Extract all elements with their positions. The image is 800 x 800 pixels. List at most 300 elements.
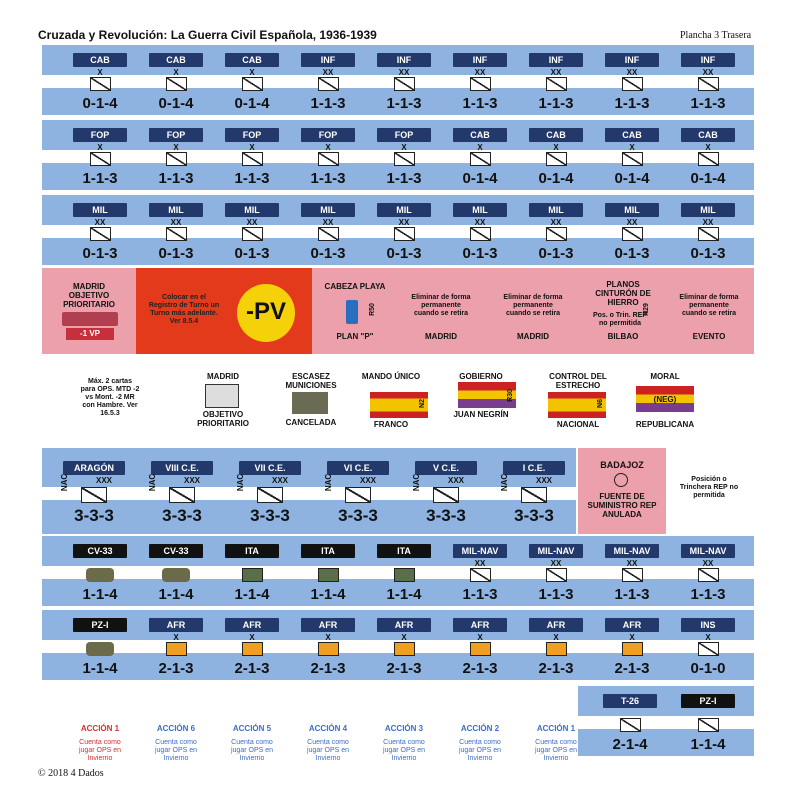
counter bbox=[290, 541, 366, 605]
afr-unit-icon bbox=[242, 642, 263, 656]
madrid-gate-icon bbox=[62, 312, 118, 326]
unit-type-label: MIL bbox=[149, 203, 203, 217]
cabeza-title: CABEZA PLAYA bbox=[324, 282, 386, 291]
unit-values: 0-1-4 bbox=[614, 170, 650, 187]
unit-symbol-icon bbox=[166, 227, 187, 241]
corps-side: NAC bbox=[60, 473, 70, 492]
counter bbox=[62, 615, 138, 679]
counter bbox=[62, 200, 138, 264]
elim1-city: MADRID bbox=[425, 332, 457, 341]
elim3: Eliminar de forma permanente cuando se retira bbox=[679, 294, 739, 317]
counter bbox=[290, 200, 366, 264]
unit-symbol-icon bbox=[470, 152, 491, 166]
unit-type-label: INF bbox=[681, 53, 735, 67]
unit-values: 2-1-3 bbox=[158, 660, 194, 677]
ita-unit-icon bbox=[242, 568, 263, 582]
unit-symbol-icon bbox=[546, 152, 567, 166]
unit-values: 0-1-3 bbox=[386, 245, 422, 262]
moral: MORAL bbox=[650, 372, 680, 381]
unit-values: 0-1-3 bbox=[462, 245, 498, 262]
escasez: ESCASEZ MUNICIONES bbox=[285, 372, 337, 390]
counter bbox=[594, 200, 670, 264]
unit-size: XX bbox=[550, 68, 562, 77]
unit-size: XX bbox=[94, 218, 106, 227]
neg: (NEG) bbox=[653, 395, 677, 404]
unit-type-label: MIL bbox=[225, 203, 279, 217]
action-text: Cuenta como jugar OPS en Invierno bbox=[154, 739, 198, 762]
action-card bbox=[290, 724, 366, 763]
cancelada: CANCELADA bbox=[285, 418, 337, 427]
posicion-text: Posición o Trinchera REP no permitida bbox=[679, 476, 739, 499]
counter bbox=[518, 615, 594, 679]
unit-type-label: ITA bbox=[225, 544, 279, 558]
action-text: Cuenta como jugar OPS en Invierno bbox=[306, 739, 350, 762]
planos: PLANOS CINTURÓN DE HIERRO bbox=[595, 280, 651, 307]
unit-symbol-icon bbox=[470, 568, 491, 582]
action-text: Cuenta como jugar OPS en Invierno bbox=[78, 739, 122, 762]
franco: FRANCO bbox=[373, 420, 409, 429]
badajoz-sub: FUENTE DE SUMINISTRO REP ANULADA bbox=[587, 492, 657, 519]
unit-size: X bbox=[249, 633, 255, 642]
corps-name: V C.E. bbox=[415, 461, 477, 475]
unit-type-label: AFR bbox=[529, 618, 583, 632]
unit-symbol-icon bbox=[698, 152, 719, 166]
unit-type-label: CAB bbox=[73, 53, 127, 67]
plan-p: PLAN "P" bbox=[336, 332, 374, 341]
unit-type-label: ITA bbox=[301, 544, 355, 558]
unit-values: 0-1-4 bbox=[82, 95, 118, 112]
unit-symbol-icon bbox=[394, 152, 415, 166]
unit-size: XX bbox=[398, 218, 410, 227]
unit-values: 1-1-3 bbox=[538, 95, 574, 112]
corps-unit-icon bbox=[521, 487, 547, 503]
unit-size: X bbox=[173, 143, 179, 152]
counter bbox=[366, 50, 442, 114]
unit-values: 0-1-4 bbox=[158, 95, 194, 112]
unit-type-label: INF bbox=[605, 53, 659, 67]
sheet-label: Plancha 3 Trasera bbox=[680, 30, 752, 41]
unit-size: XX bbox=[702, 218, 714, 227]
unit-symbol-icon bbox=[622, 227, 643, 241]
counter bbox=[442, 615, 518, 679]
republicana: REPUBLICANA bbox=[635, 420, 695, 429]
unit-type-label: ITA bbox=[377, 544, 431, 558]
unit-values: 2-1-3 bbox=[234, 660, 270, 677]
counter bbox=[670, 691, 746, 755]
unit-type-label: MIL-NAV bbox=[605, 544, 659, 558]
unit-symbol-icon bbox=[318, 227, 339, 241]
action-card bbox=[366, 724, 442, 763]
unit-symbol-icon bbox=[318, 152, 339, 166]
action-text: Cuenta como jugar OPS en Invierno bbox=[534, 739, 578, 762]
corps-side: NAC bbox=[236, 473, 246, 492]
corps-values: 3-3-3 bbox=[250, 506, 290, 525]
unit-values: 0-1-3 bbox=[310, 245, 346, 262]
unit-symbol-icon bbox=[698, 568, 719, 582]
chit-madrid-sub: OBJETIVO PRIORITARIO bbox=[197, 410, 249, 428]
unit-values: 1-1-3 bbox=[690, 95, 726, 112]
unit-symbol-icon bbox=[166, 152, 187, 166]
unit-values: 1-1-3 bbox=[462, 95, 498, 112]
corps-side: NAC bbox=[500, 473, 510, 492]
unit-symbol-icon bbox=[90, 77, 111, 91]
unit-type-label: T-26 bbox=[603, 694, 657, 708]
badajoz-title: BADAJOZ bbox=[600, 460, 644, 470]
unit-symbol-icon bbox=[546, 227, 567, 241]
unit-size: X bbox=[553, 143, 559, 152]
unit-type-label: MIL-NAV bbox=[529, 544, 583, 558]
ita-unit-icon bbox=[318, 568, 339, 582]
unit-size: X bbox=[477, 633, 483, 642]
madrid-vp: -1 VP bbox=[66, 328, 114, 340]
unit-size: XX bbox=[246, 218, 258, 227]
unit-size: XX bbox=[626, 218, 638, 227]
unit-type-label: MIL-NAV bbox=[453, 544, 507, 558]
elim2-city: MADRID bbox=[517, 332, 549, 341]
unit-values: 1-1-4 bbox=[82, 586, 118, 603]
unit-size: X bbox=[705, 143, 711, 152]
unit-type-label: AFR bbox=[453, 618, 507, 632]
sheet-title: Cruzada y Revolución: La Guerra Civil Española, 1936-1939 bbox=[38, 28, 377, 42]
counter bbox=[594, 50, 670, 114]
unit-size: X bbox=[325, 633, 331, 642]
n6: N6 bbox=[596, 399, 604, 408]
nacional: NACIONAL bbox=[556, 420, 600, 429]
unit-size: X bbox=[629, 143, 635, 152]
unit-values: 2-1-3 bbox=[614, 660, 650, 677]
action-label: ACCIÓN 4 bbox=[308, 724, 348, 733]
unit-size: XX bbox=[626, 68, 638, 77]
counter bbox=[138, 125, 214, 189]
unit-values: 1-1-4 bbox=[234, 586, 270, 603]
action-label: ACCIÓN 6 bbox=[156, 724, 196, 733]
counter bbox=[518, 200, 594, 264]
corps-values: 3-3-3 bbox=[74, 506, 114, 525]
unit-symbol-icon bbox=[620, 718, 641, 732]
corps-size: XXX bbox=[535, 476, 552, 485]
corps-counter bbox=[492, 458, 576, 526]
badajoz-icon bbox=[614, 473, 628, 487]
action-card bbox=[442, 724, 518, 763]
corps-size: XXX bbox=[95, 476, 112, 485]
counter bbox=[594, 125, 670, 189]
unit-values: 0-1-3 bbox=[614, 245, 650, 262]
gobierno: GOBIERNO bbox=[459, 372, 503, 381]
unit-symbol-icon bbox=[90, 152, 111, 166]
unit-type-label: MIL bbox=[377, 203, 431, 217]
counter bbox=[62, 125, 138, 189]
ita-unit-icon bbox=[394, 568, 415, 582]
unit-type-label: AFR bbox=[377, 618, 431, 632]
counter bbox=[442, 541, 518, 605]
n29: N29 bbox=[642, 303, 650, 316]
unit-type-label: PZ-I bbox=[73, 618, 127, 632]
unit-size: XX bbox=[702, 68, 714, 77]
unit-values: 2-1-3 bbox=[462, 660, 498, 677]
unit-values: 0-1-3 bbox=[234, 245, 270, 262]
unit-values: 0-1-3 bbox=[82, 245, 118, 262]
unit-type-label: FOP bbox=[225, 128, 279, 142]
corps-counter bbox=[140, 458, 224, 526]
counter bbox=[138, 200, 214, 264]
unit-type-label: MIL-NAV bbox=[681, 544, 735, 558]
corps-counter bbox=[404, 458, 488, 526]
r50: R50 bbox=[368, 303, 376, 316]
unit-size: XX bbox=[398, 68, 410, 77]
counter bbox=[594, 541, 670, 605]
unit-values: 0-1-3 bbox=[538, 245, 574, 262]
corps-size: XXX bbox=[271, 476, 288, 485]
afr-unit-icon bbox=[470, 642, 491, 656]
unit-type-label: FOP bbox=[149, 128, 203, 142]
unit-type-label: AFR bbox=[225, 618, 279, 632]
unit-size: XX bbox=[170, 218, 182, 227]
control: CONTROL DEL ESTRECHO bbox=[549, 372, 607, 390]
unit-values: 1-1-3 bbox=[386, 95, 422, 112]
unit-size bbox=[214, 559, 290, 568]
counter bbox=[442, 125, 518, 189]
max-text: Máx. 2 cartas para OPS. MTD -2 vs Mont. -2 MR con Hambre. Ver 16.5.3 bbox=[80, 378, 140, 417]
corps-values: 3-3-3 bbox=[338, 506, 378, 525]
unit-size: X bbox=[401, 143, 407, 152]
unit-type-label: CAB bbox=[681, 128, 735, 142]
counter bbox=[594, 615, 670, 679]
counter bbox=[214, 541, 290, 605]
unit-values: 0-1-4 bbox=[690, 170, 726, 187]
unit-values: 1-1-3 bbox=[614, 95, 650, 112]
unit-size: X bbox=[249, 68, 255, 77]
unit-values: 2-1-3 bbox=[538, 660, 574, 677]
unit-values: 1-1-3 bbox=[462, 586, 498, 603]
counter bbox=[214, 615, 290, 679]
unit-size: X bbox=[173, 68, 179, 77]
afr-unit-icon bbox=[166, 642, 187, 656]
unit-values: 2-1-4 bbox=[612, 736, 648, 753]
unit-type-label: CAB bbox=[605, 128, 659, 142]
unit-symbol-icon bbox=[698, 227, 719, 241]
unit-type-label: MIL bbox=[605, 203, 659, 217]
counter bbox=[442, 50, 518, 114]
unit-size: XX bbox=[550, 559, 562, 568]
unit-symbol-icon bbox=[90, 227, 111, 241]
afr-unit-icon bbox=[394, 642, 415, 656]
unit-size: X bbox=[249, 143, 255, 152]
unit-symbol-icon bbox=[546, 77, 567, 91]
unit-type-label: AFR bbox=[301, 618, 355, 632]
unit-size bbox=[138, 559, 214, 568]
action-text: Cuenta como jugar OPS en Invierno bbox=[458, 739, 502, 762]
unit-values: 1-1-4 bbox=[158, 586, 194, 603]
unit-type-label: MIL bbox=[681, 203, 735, 217]
counter bbox=[214, 50, 290, 114]
corps-side: NAC bbox=[412, 473, 422, 492]
afr-unit-icon bbox=[318, 642, 339, 656]
counter bbox=[138, 541, 214, 605]
unit-size: X bbox=[553, 633, 559, 642]
unit-values: 0-1-4 bbox=[234, 95, 270, 112]
counter bbox=[366, 615, 442, 679]
unit-size: XX bbox=[474, 559, 486, 568]
corps-unit-icon bbox=[433, 487, 459, 503]
counter bbox=[592, 691, 668, 755]
n2: N2 bbox=[418, 399, 426, 408]
counter bbox=[62, 50, 138, 114]
unit-symbol-icon bbox=[394, 227, 415, 241]
evento: EVENTO bbox=[692, 332, 726, 341]
copyright: © 2018 4 Dados bbox=[38, 768, 104, 779]
counter bbox=[62, 541, 138, 605]
unit-type-label: CAB bbox=[529, 128, 583, 142]
unit-type-label: CAB bbox=[453, 128, 507, 142]
chit-madrid: MADRID bbox=[207, 372, 239, 381]
counter bbox=[290, 615, 366, 679]
unit-size: X bbox=[401, 633, 407, 642]
counter bbox=[518, 50, 594, 114]
unit-symbol-icon bbox=[470, 227, 491, 241]
unit-values: 1-1-3 bbox=[386, 170, 422, 187]
corps-counter bbox=[52, 458, 136, 526]
unit-size bbox=[290, 559, 366, 568]
unit-size bbox=[62, 633, 138, 642]
action-label: ACCIÓN 3 bbox=[384, 724, 424, 733]
unit-type-label: FOP bbox=[301, 128, 355, 142]
unit-type-label: FOP bbox=[377, 128, 431, 142]
unit-symbol-icon bbox=[242, 152, 263, 166]
unit-type-label: CAB bbox=[225, 53, 279, 67]
unit-size: XX bbox=[322, 218, 334, 227]
counter bbox=[670, 541, 746, 605]
gate-icon bbox=[205, 384, 239, 408]
pv-text: -PV bbox=[245, 298, 286, 325]
corps-size: XXX bbox=[359, 476, 376, 485]
action-card bbox=[138, 724, 214, 763]
action-label: ACCIÓN 1 bbox=[80, 724, 120, 733]
unit-values: 1-1-3 bbox=[690, 586, 726, 603]
corps-unit-icon bbox=[257, 487, 283, 503]
corps-side: NAC bbox=[324, 473, 334, 492]
pos: Pos. o Trin. REP no permitida bbox=[592, 312, 648, 327]
unit-type-label: CAB bbox=[149, 53, 203, 67]
unit-type-label: FOP bbox=[73, 128, 127, 142]
corps-name: VIII C.E. bbox=[151, 461, 213, 475]
unit-values: 0-1-3 bbox=[158, 245, 194, 262]
elim2: Eliminar de forma permanente cuando se retira bbox=[503, 294, 563, 317]
corps-counter bbox=[228, 458, 312, 526]
unit-values: 1-1-4 bbox=[82, 660, 118, 677]
corps-unit-icon bbox=[169, 487, 195, 503]
r30: R30 bbox=[506, 389, 514, 402]
corps-name: VI C.E. bbox=[327, 461, 389, 475]
unit-values: 0-1-0 bbox=[690, 660, 726, 677]
corps-unit-icon bbox=[345, 487, 371, 503]
unit-values: 1-1-3 bbox=[538, 586, 574, 603]
unit-type-label: PZ-I bbox=[681, 694, 735, 708]
unit-size bbox=[670, 709, 746, 718]
counter bbox=[214, 200, 290, 264]
unit-type-label: INF bbox=[377, 53, 431, 67]
tank-icon bbox=[86, 642, 114, 656]
unit-symbol-icon bbox=[622, 152, 643, 166]
corps-name: VII C.E. bbox=[239, 461, 301, 475]
unit-symbol-icon bbox=[166, 77, 187, 91]
action-text: Cuenta como jugar OPS en Invierno bbox=[382, 739, 426, 762]
unit-type-label: MIL bbox=[453, 203, 507, 217]
unit-size: XX bbox=[322, 68, 334, 77]
corps-size: XXX bbox=[447, 476, 464, 485]
tank-icon bbox=[162, 568, 190, 582]
unit-size: X bbox=[325, 143, 331, 152]
anchor-icon bbox=[346, 300, 358, 324]
unit-values: 2-1-3 bbox=[386, 660, 422, 677]
unit-type-label: AFR bbox=[605, 618, 659, 632]
elim1: Eliminar de forma permanente cuando se retira bbox=[411, 294, 471, 317]
unit-size: XX bbox=[626, 559, 638, 568]
unit-values: 1-1-3 bbox=[310, 95, 346, 112]
unit-values: 1-1-3 bbox=[234, 170, 270, 187]
counter bbox=[290, 50, 366, 114]
unit-type-label: INF bbox=[453, 53, 507, 67]
corps-values: 3-3-3 bbox=[426, 506, 466, 525]
counter bbox=[670, 50, 746, 114]
corps-name: I C.E. bbox=[503, 461, 565, 475]
unit-symbol-icon bbox=[546, 568, 567, 582]
unit-symbol-icon bbox=[318, 77, 339, 91]
unit-symbol-icon bbox=[622, 568, 643, 582]
unit-values: 0-1-4 bbox=[538, 170, 574, 187]
unit-type-label: MIL bbox=[301, 203, 355, 217]
juan: JUAN NEGRÍN bbox=[453, 410, 509, 419]
unit-size: X bbox=[173, 633, 179, 642]
mando: MANDO ÚNICO bbox=[361, 372, 421, 381]
ammo-icon bbox=[292, 392, 328, 414]
counter bbox=[366, 200, 442, 264]
unit-type-label: INS bbox=[681, 618, 735, 632]
corps-unit-icon bbox=[81, 487, 107, 503]
unit-symbol-icon bbox=[698, 642, 719, 656]
unit-size: X bbox=[97, 68, 103, 77]
unit-size: X bbox=[477, 143, 483, 152]
unit-type-label: INF bbox=[529, 53, 583, 67]
unit-values: 0-1-4 bbox=[462, 170, 498, 187]
bilbao: BILBAO bbox=[607, 332, 639, 341]
action-label: ACCIÓN 5 bbox=[232, 724, 272, 733]
unit-type-label: CV-33 bbox=[73, 544, 127, 558]
unit-symbol-icon bbox=[622, 77, 643, 91]
counter bbox=[366, 541, 442, 605]
unit-values: 1-1-3 bbox=[310, 170, 346, 187]
counter bbox=[670, 200, 746, 264]
corps-name: ARAGÓN bbox=[63, 461, 125, 475]
unit-size: X bbox=[97, 143, 103, 152]
tank-icon bbox=[86, 568, 114, 582]
unit-size bbox=[62, 559, 138, 568]
unit-type-label: MIL bbox=[73, 203, 127, 217]
unit-symbol-icon bbox=[394, 77, 415, 91]
action-card bbox=[214, 724, 290, 763]
unit-size: XX bbox=[474, 218, 486, 227]
action-label: ACCIÓN 2 bbox=[460, 724, 500, 733]
counter bbox=[670, 615, 746, 679]
counter bbox=[518, 125, 594, 189]
corps-counter bbox=[316, 458, 400, 526]
counter bbox=[290, 125, 366, 189]
unit-type-label: CV-33 bbox=[149, 544, 203, 558]
unit-values: 1-1-3 bbox=[614, 586, 650, 603]
unit-type-label: AFR bbox=[149, 618, 203, 632]
unit-symbol-icon bbox=[698, 718, 719, 732]
unit-symbol-icon bbox=[242, 227, 263, 241]
afr-unit-icon bbox=[622, 642, 643, 656]
